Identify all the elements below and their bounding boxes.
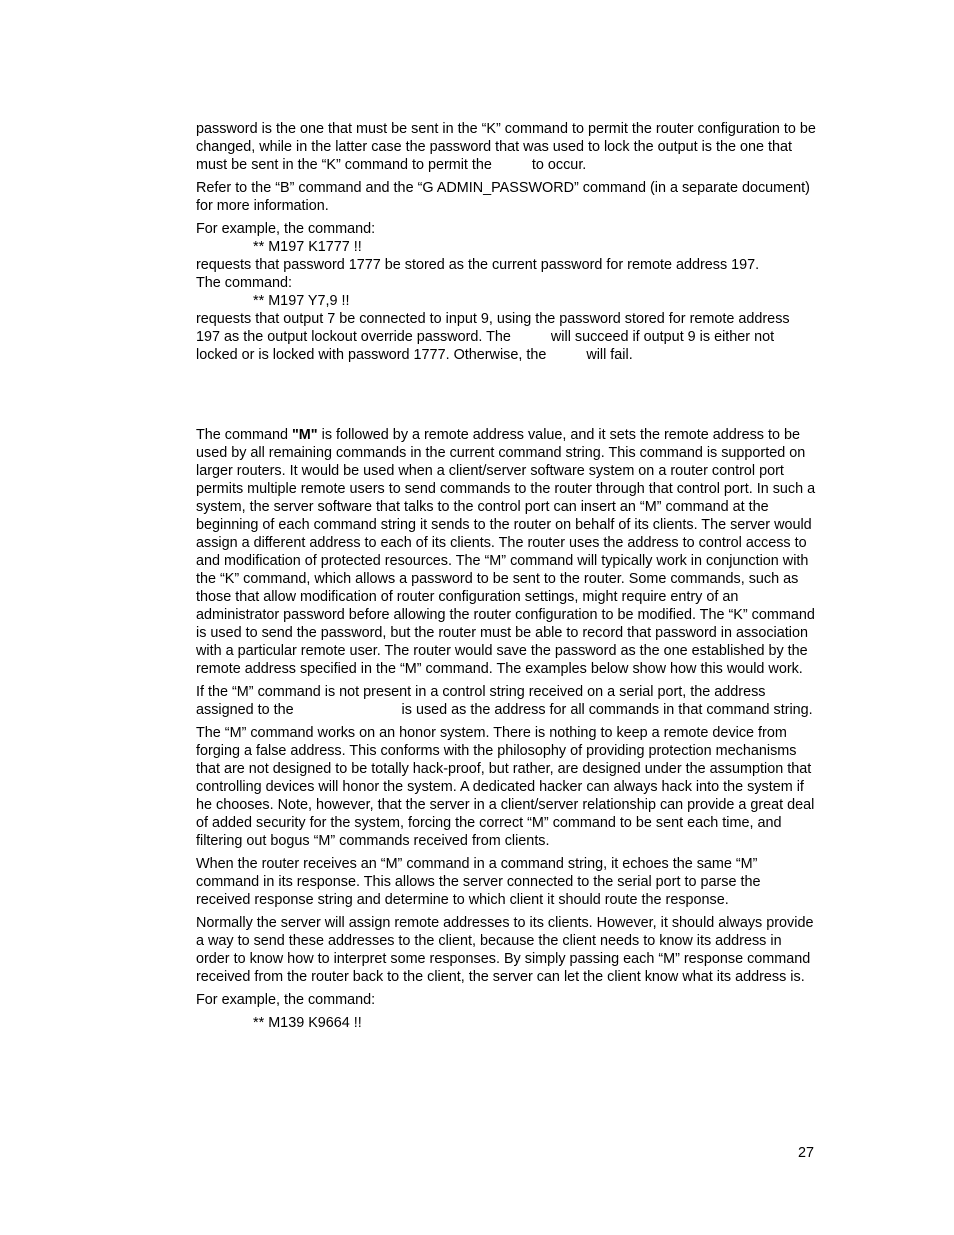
- intro-paragraph-1: password is the one that must be sent in the “K” command to permit the router configuration to be changed, while in the latter case the password that was used to lock the output is the one that must be sent in the “K” command to permit the to occur.: [196, 121, 820, 173]
- example-intro-1: For example, the command:: [196, 221, 376, 237]
- code-example-1: ** M197 K1777 !!: [253, 239, 362, 255]
- m-command-bold: "M": [291, 427, 318, 443]
- intro-paragraph-2: Refer to the “B” command and the “G ADMIN_PASSWORD” command (in a separate document) for more information.: [196, 180, 810, 214]
- honor-system-paragraph: The “M” command works on an honor system. There is nothing to keep a remote device from forging a false address. This conforms with the philosophy of providing protection mechanisms that are not designed to be totally hack-proof, but rather, are designed under the assumption that controlling devices will honor the system. A dedicated hacker can always hack into the system if he chooses. Note, however, that the server in a client/server relationship can provide a great deal of added security for the system, forcing the correct “M” command to be sent each time, and filtering out bogus “M” commands received from clients.: [196, 725, 815, 849]
- m-command-paragraph: [196, 426, 820, 678]
- document-body: [196, 120, 820, 1032]
- example-intro-2: For example, the command:: [196, 992, 376, 1008]
- code-example-2: ** M197 Y7,9 !!: [253, 293, 350, 309]
- code-example-1-description: requests that password 1777 be stored as the current password for remote address 197.: [196, 257, 760, 273]
- code-example-3: ** M139 K9664 !!: [253, 1015, 362, 1031]
- page-number: 27: [797, 1145, 814, 1161]
- the-command-label: The command:: [196, 275, 292, 291]
- normally-paragraph: Normally the server will assign remote addresses to its clients. However, it should always provide a way to send these addresses to the client, because the client needs to know its address in order to know how to interpret some responses. By simply passing each “M” response command received from the router back to the client, the server can let the client know what its address is.: [196, 915, 814, 985]
- code-example-2-description: requests that output 7 be connected to input 9, using the password stored for remote address 197 as the output lockout override password. The will succeed if output 9 is either not locked or is locked with password 1777. Otherwise, the will fail.: [196, 311, 794, 363]
- section-spacer: [196, 364, 816, 426]
- not-present-paragraph: If the “M” command is not present in a control string received on a serial port, the address assigned to the is used as the address for all commands in that command string.: [196, 684, 813, 718]
- echo-paragraph: When the router receives an “M” command in a command string, it echoes the same “M” command in its response. This allows the server connected to the serial port to parse the received response string and determine to which client it should route the response.: [196, 856, 761, 908]
- m-para-rest: is followed by a remote address value, and it sets the remote address to be used by all remaining commands in the current command string. This command is supported on larger routers. It would be used when a client/server software system on a router control port permits multiple remote users to send commands to the router through that control port. In such a system, the server software that talks to the control port can insert an “M” command at the beginning of each command string it sends to the router on behalf of its clients. The server would assign a different address to each of its clients. The router uses the address to control access to and modification of protected resources. The “M” command will typically work in conjunction with the “K” command, which allows a password to be sent to the router. Some commands, such as those that allow modification of router configuration settings, might require entry of an administrator password before allowing the router configuration to be modified. The “K” command is used to send the password, but the router must be able to record that password in association with a particular remote user. The router would save the password as the one established by the remote address specified in the “M” command. The examples below show how this would work.: [196, 427, 820, 677]
- m-para-prefix: The command: [196, 427, 292, 443]
